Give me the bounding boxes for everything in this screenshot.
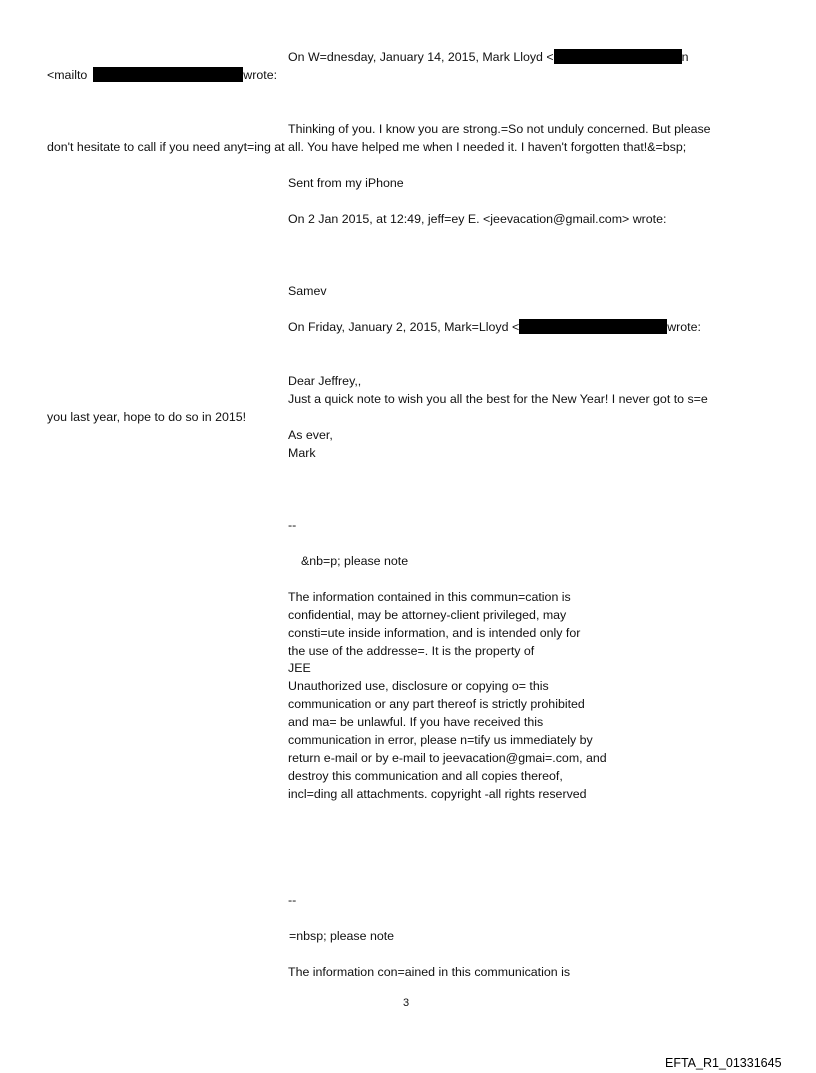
signature2-line1: The information con=ained in this communication is (288, 965, 571, 979)
signature2-note: =nbsp; please note (289, 929, 395, 943)
signature1-dashes: -- (288, 518, 297, 532)
sent-from-line: Sent from my iPhone (288, 176, 404, 190)
quote-friday-line (288, 318, 701, 336)
samev-line: Samev (288, 284, 327, 298)
disclaimer-line: incl=ding all attachments. copyright -all rights reserved (288, 787, 587, 801)
closing-line1: As ever, (288, 428, 333, 442)
disclaimer-line: the use of the addresse=. It is the property of (288, 644, 535, 658)
message1-line2: don't hesitate to call if you need anyt=ing at all. You have helped me when I needed it. I haven't forgotten that!&=bsp; (47, 140, 687, 154)
disclaimer-line: and ma= be unlawful. If you have received this (288, 715, 544, 729)
closing-line2: Mark (288, 446, 316, 460)
disclaimer-line: communication in error, please n=tify us immediately by (288, 733, 593, 747)
reply-header-line (288, 48, 689, 66)
signature1-note: &nb=p; please note (301, 554, 409, 568)
quote-jan2-line: On 2 Jan 2015, at 12:49, jeff=ey E. <jeevacation@gmail.com> wrote: (288, 212, 667, 226)
mailto-suffix: wrote: (243, 68, 278, 82)
document-id: EFTA_R1_01331645 (665, 1056, 782, 1070)
message1-line1: Thinking of you. I know you are strong.=So not unduly concerned. But please (288, 122, 711, 136)
disclaimer-line: Unauthorized use, disclosure or copying o= this (288, 679, 549, 693)
quote-friday-prefix: On Friday, January 2, 2015, Mark=Lloyd < (288, 320, 520, 334)
greeting-line: Dear Jeffrey,, (288, 374, 362, 388)
redaction-bar (554, 49, 682, 64)
page-number: 3 (403, 997, 410, 1009)
redaction-bar (519, 319, 667, 334)
disclaimer-line: destroy this communication and all copies thereof, (288, 769, 563, 783)
disclaimer-line: consti=ute inside information, and is intended only for (288, 626, 581, 640)
signature2-dashes: -- (288, 893, 297, 907)
disclaimer-line: JEE (288, 661, 311, 675)
reply-header-text: On W=dnesday, January 14, 2015, Mark Lloyd < (288, 50, 554, 64)
disclaimer-line: confidential, may be attorney-client privileged, may (288, 608, 567, 622)
disclaimer-line: communication or any part thereof is strictly prohibited (288, 697, 585, 711)
disclaimer-line: The information contained in this commun=cation is (288, 590, 571, 604)
message2-line2: you last year, hope to do so in 2015! (47, 410, 247, 424)
message2-line1: Just a quick note to wish you all the best for the New Year! I never got to s=e (288, 392, 708, 406)
redaction-bar (93, 67, 243, 82)
quote-friday-suffix: wrote: (667, 320, 701, 334)
mailto-line (47, 66, 277, 84)
disclaimer-line: return e-mail or by e-mail to jeevacation@gmai=.com, and (288, 751, 607, 765)
reply-header-tail: n (681, 50, 689, 64)
mailto-prefix: <mailto (47, 68, 88, 82)
